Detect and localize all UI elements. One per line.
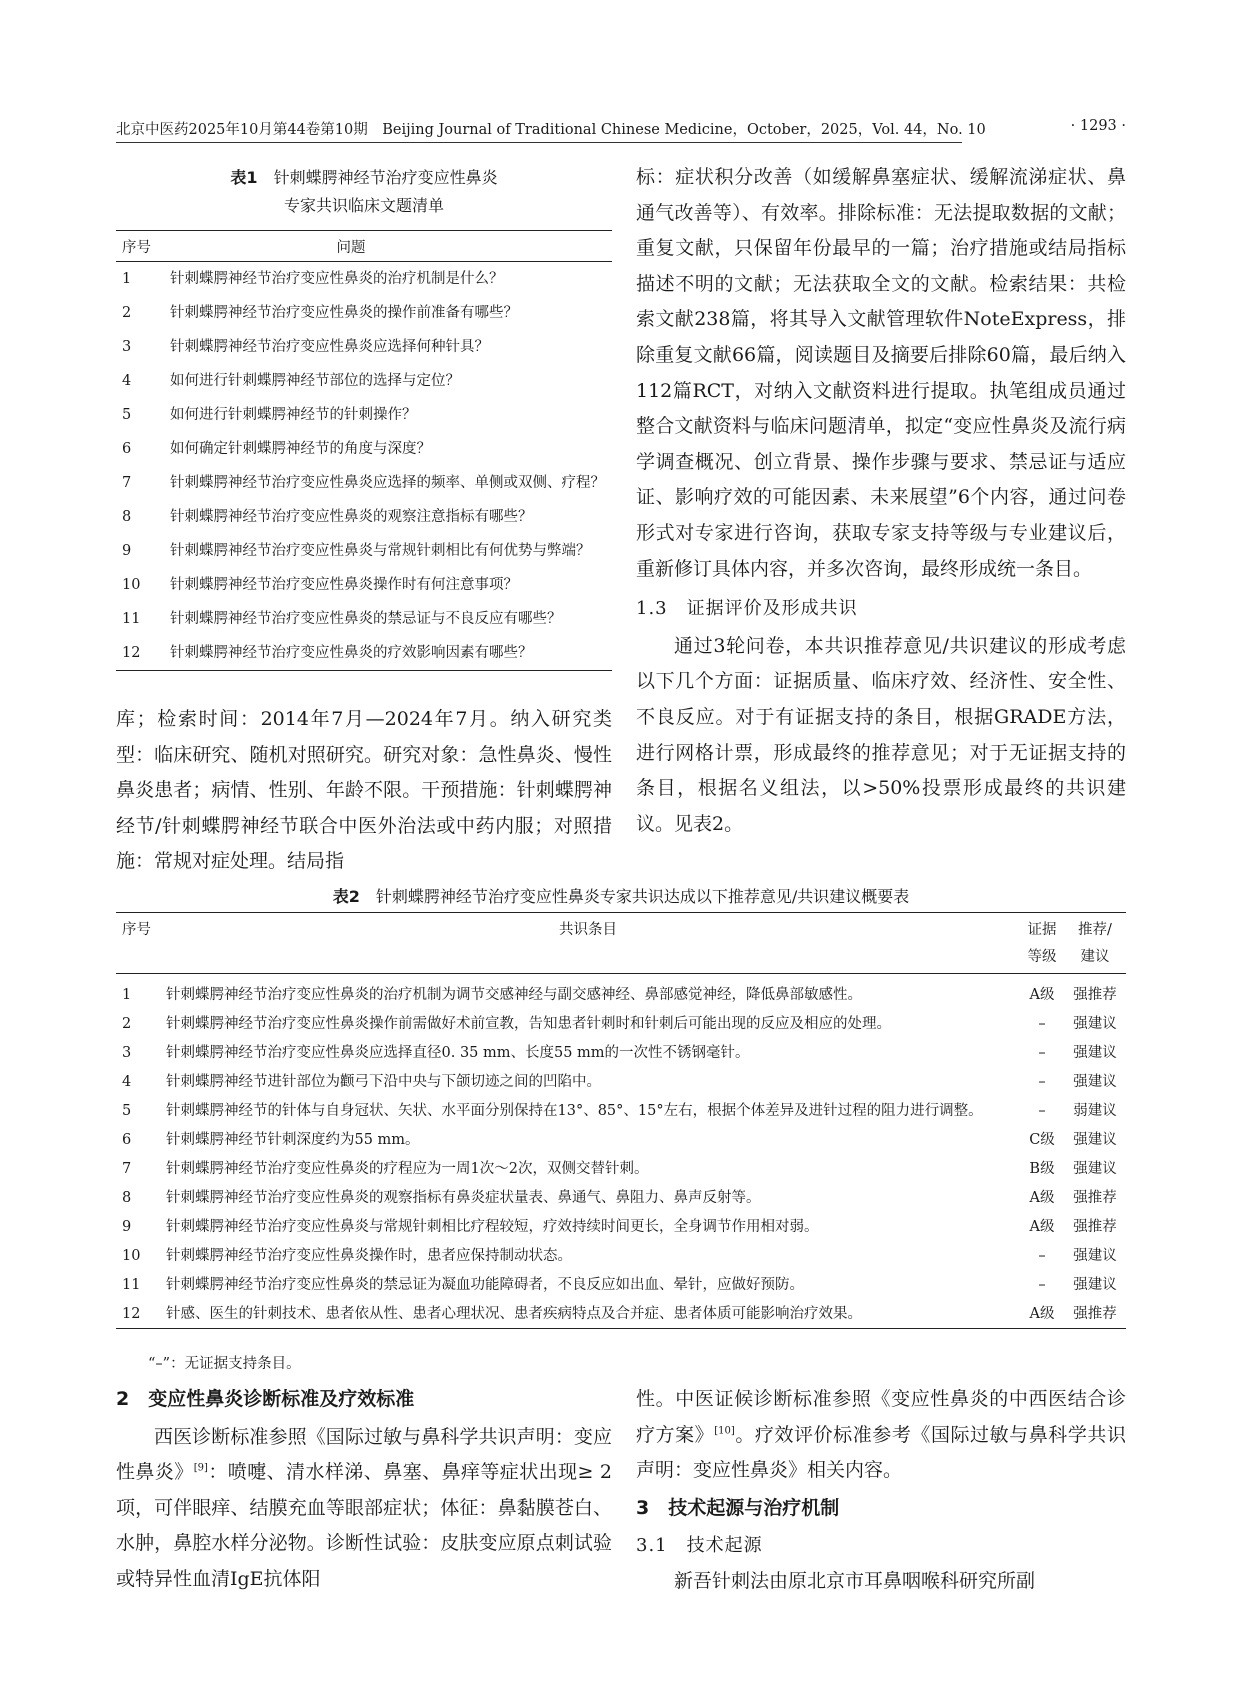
recommendation-strength: 强建议 <box>1073 1248 1117 1264</box>
table-row <box>116 1038 1126 1067</box>
inclusion-criteria-text: 库；检索时间：2014年7月—2024年7月。纳入研究类型：临床研究、随机对照研究。研究对象：急性鼻炎、慢性鼻炎患者；病情、性别、年龄不限。干预措施：针刺蝶腭神经节/针刺蝶腭神经节联合中医外治法或中药内服；对照措施：常规对症处理。结局指 <box>116 708 612 873</box>
evidence-level: – <box>1038 1103 1046 1119</box>
right-column-bottom <box>636 1382 1126 1600</box>
section-3-1-heading: 3.1 技术起源 <box>636 1535 763 1557</box>
question-text: 针刺蝶腭神经节治疗变应性鼻炎操作时有何注意事项？ <box>170 577 518 593</box>
consensus-item-text: 针刺蝶腭神经节治疗变应性鼻炎操作前需做好术前宣教，告知患者针刺时和针刺后可能出现的反应及相应的处理。 <box>166 1016 891 1032</box>
table1-header-question: 问题 <box>164 231 612 262</box>
section-2 <box>116 1382 612 1598</box>
consensus-item-text: 针刺蝶腭神经节治疗变应性鼻炎与常规针刺相比疗程较短，疗效持续时间更长，全身调节作用相对弱。 <box>166 1219 819 1235</box>
consensus-item-text: 针刺蝶腭神经节治疗变应性鼻炎的疗程应为一周1次～2次，双侧交替针刺。 <box>166 1161 649 1177</box>
evidence-evaluation-text: 通过3轮问卷，本共识推荐意见/共识建议的形成考虑以下几个方面：证据质量、临床疗效、经济性、安全性、不良反应。对于有证据支持的条目，根据GRADE方法，进行网格计票，形成最终的推荐意见；对于无证据支持的条目，根据名义组法，以>50%投票形成最终的共识建议。见表2。 <box>636 634 1126 835</box>
evidence-level: A级 <box>1029 1219 1055 1235</box>
row-number: 1 <box>122 987 132 1003</box>
evidence-level: A级 <box>1020 1299 1064 1329</box>
section-2-heading: 2 变应性鼻炎诊断标准及疗效标准 <box>116 1388 415 1410</box>
evidence-level: – <box>1038 1016 1046 1032</box>
consensus-item-text: 针刺蝶腭神经节治疗变应性鼻炎的观察指标有鼻炎症状量表、鼻通气、鼻阻力、鼻声反射等。 <box>166 1190 761 1206</box>
recommendation-strength: 强建议 <box>1073 1277 1117 1293</box>
running-header <box>116 118 1126 144</box>
row-number: 3 <box>122 339 132 355</box>
row-number: 9 <box>122 1219 132 1235</box>
table-row <box>116 1183 1126 1212</box>
question-text: 针刺蝶腭神经节治疗变应性鼻炎的操作前准备有哪些？ <box>170 305 518 321</box>
evidence-level: – <box>1038 1248 1046 1264</box>
question-text: 如何进行针刺蝶腭神经节部位的选择与定位？ <box>170 373 460 389</box>
table-row <box>116 500 612 534</box>
table2-title-text: 针刺蝶腭神经节治疗变应性鼻炎专家共识达成以下推荐意见/共识建议概要表 <box>375 887 910 906</box>
recommendation-strength: 强建议 <box>1073 1045 1117 1061</box>
table-row <box>116 1241 1126 1270</box>
recommendation-strength: 强推荐 <box>1064 1299 1126 1329</box>
question-text: 如何进行针刺蝶腭神经节的针刺操作？ <box>170 407 417 423</box>
row-number: 9 <box>122 543 132 559</box>
table-row <box>116 568 612 602</box>
recommendation-strength: 强建议 <box>1073 1132 1117 1148</box>
evidence-level: – <box>1038 1074 1046 1090</box>
row-number: 1 <box>122 271 132 287</box>
table2-label: 表2 <box>332 887 360 906</box>
row-number: 7 <box>122 1161 132 1177</box>
question-text: 针刺蝶腭神经节治疗变应性鼻炎应选择的频率、单侧或双侧、疗程？ <box>170 475 605 491</box>
table-row <box>116 330 612 364</box>
table-row <box>116 466 612 500</box>
table1-title-line1: 针刺蝶腭神经节治疗变应性鼻炎 <box>273 168 498 187</box>
table-row <box>116 398 612 432</box>
table-row <box>116 1096 1126 1125</box>
table-row <box>116 262 612 297</box>
table-row <box>116 1299 1126 1329</box>
table-row <box>116 1067 1126 1096</box>
recommendation-strength: 强建议 <box>1073 1016 1117 1032</box>
citation-10: [10] <box>714 1425 735 1437</box>
evidence-level: B级 <box>1029 1161 1055 1177</box>
recommendation-strength: 强推荐 <box>1073 987 1117 1003</box>
question-text: 针刺蝶腭神经节治疗变应性鼻炎的治疗机制是什么？ <box>170 271 504 287</box>
section-2-paragraph-2: 性。中医证候诊断标准参照《变应性鼻炎的中西医结合诊疗方案》[10]。疗效评价标准参考《国际过敏与鼻科学共识声明：变应性鼻炎》相关内容。 <box>636 1388 1126 1482</box>
row-number: 2 <box>122 305 132 321</box>
section-3-1-paragraph: 新吾针刺法由原北京市耳鼻咽喉科研究所副 <box>674 1569 1036 1592</box>
recommendation-strength: 弱建议 <box>1073 1103 1117 1119</box>
section-3-heading: 3 技术起源与治疗机制 <box>636 1496 840 1519</box>
table2-header-item: 共识条目 <box>166 913 1020 974</box>
table2-header-no: 序号 <box>116 913 166 974</box>
citation-9: [9] <box>193 1462 208 1474</box>
table-row <box>116 1270 1126 1299</box>
section-1-3-heading: 1.3 证据评价及形成共识 <box>636 598 858 620</box>
table-row <box>116 1212 1126 1241</box>
question-text: 如何确定针刺蝶腭神经节的角度与深度？ <box>170 441 431 457</box>
journal-citation: 北京中医药2025年10月第44卷第10期 Beijing Journal of Traditional Chinese Medicine，October，2025，Vol. 44，No. 10 <box>116 122 986 138</box>
recommendation-strength: 强建议 <box>1073 1074 1117 1090</box>
table1-title-line2: 专家共识临床文题清单 <box>283 196 444 215</box>
table1-header-no: 序号 <box>116 231 164 262</box>
row-number: 8 <box>122 1190 132 1206</box>
row-number: 4 <box>122 1074 132 1090</box>
table2-header-recommendation: 推荐/ 建议 <box>1064 913 1126 974</box>
right-column-top <box>636 160 1126 842</box>
table-row <box>116 974 1126 1010</box>
table-row <box>116 364 612 398</box>
table-row <box>116 1009 1126 1038</box>
consensus-item-text: 针刺蝶腭神经节治疗变应性鼻炎应选择直径0. 35 mm、长度55 mm的一次性不锈钢毫针。 <box>166 1045 750 1061</box>
table1-title <box>116 164 612 220</box>
table-row <box>116 534 612 568</box>
table2-header-evidence: 证据 等级 <box>1020 913 1064 974</box>
row-number: 10 <box>122 1248 141 1264</box>
recommendation-strength: 强建议 <box>1073 1161 1117 1177</box>
row-number: 11 <box>122 1277 141 1293</box>
row-number: 10 <box>122 577 141 593</box>
row-number: 12 <box>116 1299 166 1329</box>
recommendation-strength: 强推荐 <box>1073 1219 1117 1235</box>
table-row <box>116 602 612 636</box>
table1-label: 表1 <box>230 168 258 187</box>
row-number: 5 <box>122 1103 132 1119</box>
evidence-level: A级 <box>1029 987 1055 1003</box>
row-number: 5 <box>122 407 132 423</box>
row-number: 3 <box>122 1045 132 1061</box>
question-text: 针刺蝶腭神经节治疗变应性鼻炎的疗效影响因素有哪些？ <box>164 636 612 671</box>
evidence-level: – <box>1038 1045 1046 1061</box>
consensus-item-text: 针刺蝶腭神经节针刺深度约为55 mm。 <box>166 1132 420 1148</box>
left-column-paragraph <box>116 702 612 880</box>
table2 <box>116 912 1126 1329</box>
recommendation-strength: 强推荐 <box>1073 1190 1117 1206</box>
row-number: 2 <box>122 1016 132 1032</box>
page-number: · 1293 · <box>1070 118 1126 134</box>
consensus-item-text: 针刺蝶腭神经节治疗变应性鼻炎操作时，患者应保持制动状态。 <box>166 1248 572 1264</box>
question-text: 针刺蝶腭神经节治疗变应性鼻炎的观察注意指标有哪些？ <box>170 509 533 525</box>
row-number: 11 <box>122 611 141 627</box>
row-number: 8 <box>122 509 132 525</box>
consensus-item-text: 针刺蝶腭神经节治疗变应性鼻炎的禁忌证为凝血功能障碍者，不良反应如出血、晕针，应做好预防。 <box>166 1277 804 1293</box>
consensus-item-text: 针感、医生的针刺技术、患者依从性、患者心理状况、患者疾病特点及合并症、患者体质可能影响治疗效果。 <box>166 1299 1020 1329</box>
consensus-item-text: 针刺蝶腭神经节的针体与自身冠状、矢状、水平面分别保持在13°、85°、15°左右，根据个体差异及进针过程的阻力进行调整。 <box>166 1103 983 1119</box>
table2-title <box>116 884 1126 907</box>
row-number: 6 <box>122 441 132 457</box>
table-row <box>116 636 612 671</box>
evidence-level: C级 <box>1029 1132 1055 1148</box>
table1 <box>116 230 612 671</box>
section-2-paragraph-1: 西医诊断标准参照《国际过敏与鼻科学共识声明：变应性鼻炎》[9]：喷嚏、清水样涕、鼻塞、鼻痒等症状出现≥ 2 项，可伴眼痒、结膜充血等眼部症状；体征：鼻黏膜苍白、水肿，鼻腔水样分泌物。诊断性试验：皮肤变应原点刺试验或特异性血清IgE抗体阳 <box>116 1425 612 1590</box>
table-row <box>116 1125 1126 1154</box>
evidence-level: A级 <box>1029 1190 1055 1206</box>
consensus-item-text: 针刺蝶腭神经节进针部位为颧弓下沿中央与下颌切迹之间的凹陷中。 <box>166 1074 601 1090</box>
question-text: 针刺蝶腭神经节治疗变应性鼻炎应选择何种针具？ <box>170 339 489 355</box>
evidence-level: – <box>1038 1277 1046 1293</box>
row-number: 6 <box>122 1132 132 1148</box>
table-row <box>116 432 612 466</box>
header-rule <box>116 142 962 143</box>
table-row <box>116 296 612 330</box>
row-number: 4 <box>122 373 132 389</box>
question-text: 针刺蝶腭神经节治疗变应性鼻炎的禁忌证与不良反应有哪些？ <box>170 611 562 627</box>
table2-footnote: “–”：无证据支持条目。 <box>148 1356 301 1372</box>
consensus-item-text: 针刺蝶腭神经节治疗变应性鼻炎的治疗机制为调节交感神经与副交感神经、鼻部感觉神经，降低鼻部敏感性。 <box>166 987 862 1003</box>
question-text: 针刺蝶腭神经节治疗变应性鼻炎与常规针刺相比有何优势与弊端？ <box>170 543 591 559</box>
exclusion-criteria-text: 标：症状积分改善（如缓解鼻塞症状、缓解流涕症状、鼻通气改善等）、有效率。排除标准：无法提取数据的文献；重复文献，只保留年份最早的一篇；治疗措施或结局指标描述不明的文献；无法获取全文的文献。检索结果：共检索文献238篇，将其导入文献管理软件NoteExpress，排除重复文献66篇，阅读题目及摘要后排除60篇，最后纳入112篇RCT，对纳入文献资料进行提取。执笔组成员通过整合文献资料与临床问题清单，拟定“变应性鼻炎及流行病学调查概况、创立背景、操作步骤与要求、禁忌证与适应证、影响疗效的可能因素、未来展望”6个内容，通过问卷形式对专家进行咨询，获取专家支持等级与专业建议后，重新修订具体内容，并多次咨询，最终形成统一条目。 <box>636 166 1126 580</box>
row-number: 7 <box>122 475 132 491</box>
row-number: 12 <box>116 636 164 671</box>
table-row <box>116 1154 1126 1183</box>
